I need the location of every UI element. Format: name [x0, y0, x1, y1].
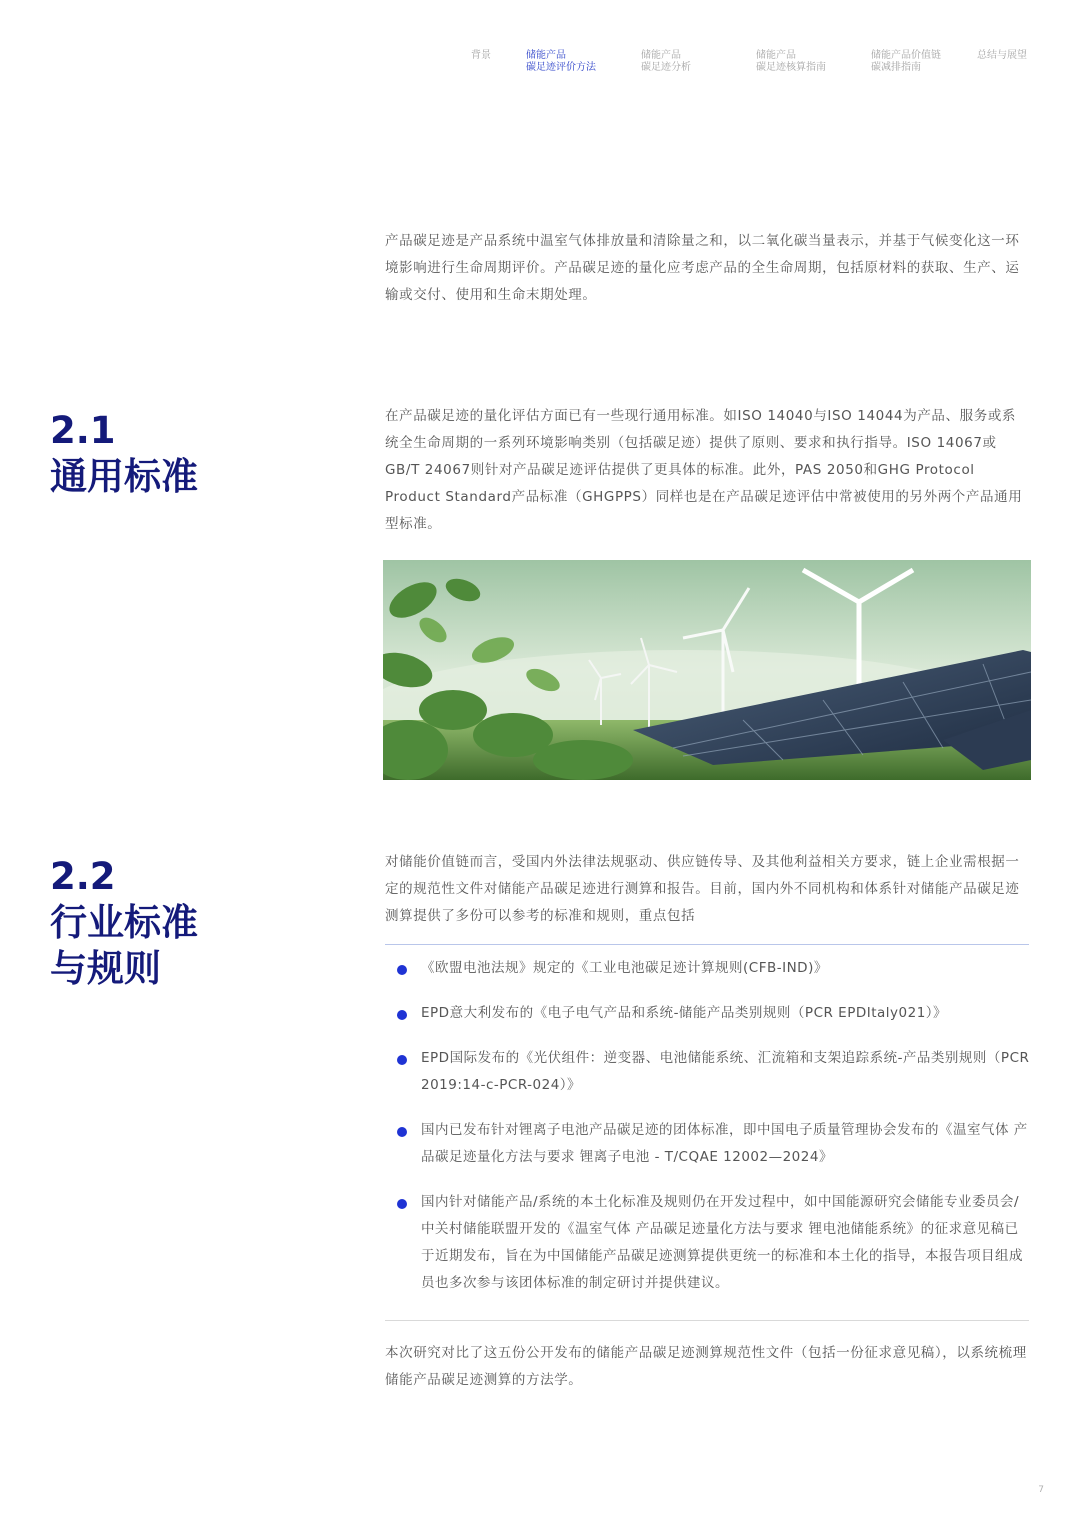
section-number: 2.2: [50, 855, 116, 898]
nav-item-methodology[interactable]: [526, 50, 596, 74]
list-item: [385, 1189, 1030, 1297]
section-2-1-heading: [50, 408, 198, 500]
nav-item-sublabel: 碳足迹核算指南: [756, 62, 826, 73]
page-number: 7: [1038, 1485, 1044, 1495]
nav-item-sublabel: 碳足迹分析: [641, 62, 691, 73]
divider: [385, 944, 1029, 945]
nav-item-analysis[interactable]: [641, 50, 691, 74]
nav-item-background[interactable]: [471, 50, 491, 62]
section-2-1-body: 在产品碳足迹的量化评估方面已有一些现行通用标准。如ISO 14040与ISO 14044为产品、服务或系统全生命周期的一系列环境影响类别（包括碳足迹）提供了原则、要求和执行指导。ISO 14067或GB/T 24067则针对产品碳足迹评估提供了更具体的标准。此外，PAS 2050和GHG Protocol Product Standard产品标准（GHGPPS）同样也是在产品碳足迹评估中常被使用的另外两个产品通用型标准。: [385, 408, 1023, 532]
closing-paragraph: 本次研究对比了这五份公开发布的储能产品碳足迹测算规范性文件（包括一份征求意见稿），以系统梳理储能产品碳足迹测算的方法学。: [385, 1345, 1027, 1388]
intro-paragraph: 产品碳足迹是产品系统中温室气体排放量和清除量之和，以二氧化碳当量表示，并基于气候变化这一环境影响进行生命周期评价。产品碳足迹的量化应考虑产品的全生命周期，包括原材料的获取、生产、运输或交付、使用和生命末期处理。: [385, 233, 1020, 303]
list-item-text: 国内已发布针对锂离子电池产品碳足迹的团体标准，即中国电子质量管理协会发布的《温室气体 产品碳足迹量化方法与要求 锂离子电池 - T/CQAE 12002—2024》: [421, 1122, 1028, 1165]
nav-item-label: 背景: [471, 50, 491, 61]
top-nav: [0, 50, 1080, 80]
section-2-2-body: 对储能价值链而言，受国内外法律法规驱动、供应链传导、及其他利益相关方要求，链上企业需根据一定的规范性文件对储能产品碳足迹进行测算和报告。目前，国内外不同机构和体系针对储能产品碳足迹测算提供了多份可以参考的标准和规则，重点包括: [385, 854, 1020, 924]
section-title-line-2: 与规则: [50, 947, 161, 990]
list-item-text: EPD意大利发布的《电子电气产品和系统-储能产品类别规则（PCR EPDItaly021）》: [421, 1005, 948, 1021]
list-item-text: 《欧盟电池法规》规定的《工业电池碳足迹计算规则(CFB-IND)》: [421, 960, 828, 976]
nav-item-label: 储能产品: [641, 50, 681, 61]
bullet-dot-icon: [397, 1127, 407, 1137]
bullet-dot-icon: [397, 965, 407, 975]
bullet-dot-icon: [397, 1199, 407, 1209]
nav-item-sublabel: 碳减排指南: [871, 62, 921, 73]
list-item: [385, 955, 1030, 982]
nav-item-summary[interactable]: [977, 50, 1027, 62]
nav-item-accounting-guide[interactable]: [756, 50, 826, 74]
list-item: [385, 1117, 1030, 1171]
nav-item-reduction-guide[interactable]: [871, 50, 941, 74]
list-item-text: EPD国际发布的《光伏组件：逆变器、电池储能系统、汇流箱和支架追踪系统-产品类别规则（PCR 2019:14-c-PCR-024）》: [421, 1050, 1030, 1093]
section-2-2-heading: [50, 854, 198, 992]
bullet-dot-icon: [397, 1055, 407, 1065]
nav-item-label: 储能产品: [526, 50, 566, 61]
nav-item-sublabel: 碳足迹评价方法: [526, 62, 596, 73]
standards-list: [385, 955, 1030, 1315]
list-item: [385, 1000, 1030, 1027]
section-number: 2.1: [50, 409, 116, 452]
nav-item-label: 储能产品: [756, 50, 796, 61]
nav-item-label: 储能产品价值链: [871, 50, 941, 61]
list-item-text: 国内针对储能产品/系统的本土化标准及规则仍在开发过程中，如中国能源研究会储能专业委员会/中关村储能联盟开发的《温室气体 产品碳足迹量化方法与要求 锂电池储能系统》的征求意见稿已于近期发布，旨在为中国储能产品碳足迹测算提供更统一的标准和本土化的指导，本报告项目组成员也多次参与该团体标准的制定研讨并提供建议。: [421, 1194, 1023, 1291]
nav-item-label: 总结与展望: [977, 50, 1027, 61]
section-title-line-1: 行业标准: [50, 901, 198, 944]
section-title: 通用标准: [50, 455, 198, 498]
list-item: [385, 1045, 1030, 1099]
bullet-dot-icon: [397, 1010, 407, 1020]
wind-solar-photo: [383, 560, 1031, 780]
divider: [385, 1320, 1029, 1321]
